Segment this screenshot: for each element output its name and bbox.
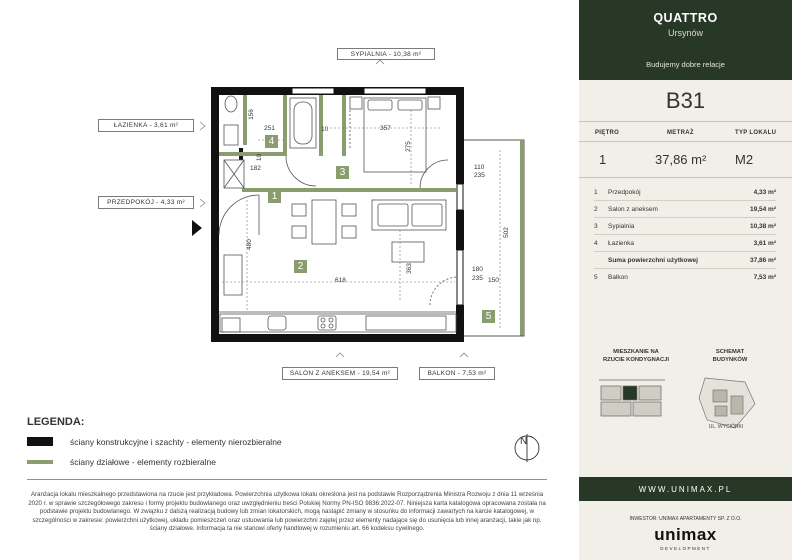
dim-10-b: 10 bbox=[256, 153, 264, 162]
dim-618: 618 bbox=[335, 277, 346, 284]
room-row-label: Przedpokój bbox=[608, 189, 641, 196]
callout-lazienka: ŁAZIENKA - 3,61 m² bbox=[98, 119, 194, 132]
panel-header bbox=[579, 0, 792, 80]
info-panel bbox=[579, 0, 792, 560]
entrance-arrow bbox=[192, 220, 202, 236]
dim-502: 502 bbox=[502, 227, 510, 238]
dim-275: 275 bbox=[404, 141, 412, 152]
room-number-1: 1 bbox=[268, 190, 281, 203]
balcony-rail bbox=[520, 140, 524, 336]
dim-357: 357 bbox=[380, 125, 391, 132]
investor-label: INWESTOR: UNIMAX APARTAMENTY SP. Z O.O. bbox=[629, 516, 742, 522]
value-type: M2 bbox=[735, 152, 754, 167]
room-row bbox=[594, 201, 776, 218]
brand-tagline: Budujemy dobre relacje bbox=[646, 60, 725, 69]
header-area: METRAŻ bbox=[667, 130, 694, 136]
unit-number: B31 bbox=[665, 88, 706, 113]
compass-label: N bbox=[520, 436, 528, 447]
room-number-3: 3 bbox=[336, 166, 349, 179]
legend-swatch-partition bbox=[27, 460, 53, 464]
room-row-label: Salon z aneksem bbox=[608, 206, 658, 213]
legend-label-structural: ściany konstrukcyjne i szachty - elementy nierozbieralne bbox=[70, 437, 282, 447]
legend-title: LEGENDA: bbox=[27, 416, 85, 428]
dim-235-a: 235 bbox=[474, 172, 485, 179]
room-row-value: 10,38 m² bbox=[749, 223, 776, 230]
dim-480: 480 bbox=[245, 239, 253, 250]
room-number-4: 4 bbox=[265, 135, 278, 148]
sum-label: Suma powierzchni użytkowej bbox=[608, 257, 698, 264]
street-label: UL. WYCIÓRKI bbox=[708, 424, 744, 430]
balcony-number: 5 bbox=[594, 274, 598, 281]
legend-swatch-structural bbox=[27, 437, 53, 446]
value-floor: 1 bbox=[599, 152, 607, 167]
dim-150: 150 bbox=[488, 277, 499, 284]
dim-156: 156 bbox=[247, 109, 255, 120]
dim-180: 180 bbox=[472, 266, 483, 273]
website-bar: WWW.UNIMAX.PL bbox=[579, 477, 792, 501]
unit-box bbox=[579, 80, 792, 122]
callout-przedpokoj: PRZEDPOKÓJ - 4,33 m² bbox=[98, 196, 194, 209]
room-row-value: 4,33 m² bbox=[753, 189, 776, 196]
room-row-value: 19,54 m² bbox=[749, 206, 776, 213]
unimax-logo-sub: DEVELOPMENT bbox=[660, 546, 711, 551]
value-area: 37,86 m² bbox=[655, 152, 707, 167]
dim-251: 251 bbox=[264, 125, 275, 132]
callout-balkon: BALKON - 7,53 m² bbox=[419, 367, 495, 380]
sum-value: 37,86 m² bbox=[749, 257, 776, 264]
header-floor: PIĘTRO bbox=[595, 130, 620, 136]
room-row bbox=[594, 184, 776, 201]
header-type: TYP LOKALU bbox=[735, 130, 777, 136]
room-number-5: 5 bbox=[482, 310, 495, 323]
brand-location: Ursynów bbox=[667, 28, 703, 38]
map-floor-title: MIESZKANIE NA RZUCIE KONDYGNACJI bbox=[602, 349, 670, 363]
room-row-label: Sypialnia bbox=[608, 223, 635, 230]
room-row bbox=[594, 218, 776, 235]
divider bbox=[27, 479, 547, 480]
unimax-logo: unimax bbox=[654, 525, 717, 544]
room-row-value: 3,61 m² bbox=[753, 240, 776, 247]
balcony-value: 7,53 m² bbox=[753, 274, 776, 281]
disclaimer: Aranżacja lokalu mieszkalnego przedstawiona na rzucie jest przykładowa. Powierzchnia użytkowa lokalu określona jest na podstawie Rozporządzenia Ministra Rozwoju z dnia 11 września 2020 r. w sprawie szczegółowego zakresu i formy projektu budowlanego oraz uwzględnieniu treści Polskiej Normy PN-ISO 9836:2022-07. Niniejsza karta katalogowa opracowana została na podstawie projektu budowlanego. W związku z dalszą realizacją budowy lub zmian lokatorskich, mogą nastąpić zmiany w stosunku do informacji zawartych na karcie katalogowej, w szczególności w zakresie: powierzchni użytkowej, układu pomieszczeń oraz ustuowania lub powierzchni zajętej przez elementy nadające się do usunięcia lub innej aranżacji, takie jak np. ściany działowe. Informacja ta nie stanowi oferty handlowej w rozumieniu art. 66 kodeksu cywilnego. bbox=[28, 491, 546, 533]
bedroom-furniture bbox=[350, 97, 448, 188]
map-buildings-title: SCHEMAT BUDYNKÓW bbox=[712, 349, 748, 363]
balcony-outline bbox=[462, 140, 524, 336]
room-row-label: Łazienka bbox=[608, 240, 635, 247]
brand-name: QUATTRO bbox=[653, 11, 718, 25]
callout-sypialnia: SYPIALNIA - 10,38 m² bbox=[337, 48, 435, 60]
balcony-row bbox=[594, 269, 776, 286]
dim-235-b: 235 bbox=[472, 275, 483, 282]
living-furniture bbox=[219, 200, 456, 332]
room-row-number: 3 bbox=[594, 223, 598, 230]
callout-salon: SALON Z ANEKSEM - 19,54 m² bbox=[282, 367, 398, 380]
room-row bbox=[594, 235, 776, 252]
room-row-number: 1 bbox=[594, 189, 598, 196]
room-row-number: 2 bbox=[594, 206, 598, 213]
dim-10-a: 10 bbox=[321, 126, 329, 133]
room-number-2: 2 bbox=[294, 260, 307, 273]
balcony-label: Balkon bbox=[608, 274, 628, 281]
legend-label-partition: ściany działowe - elementy rozbieralne bbox=[70, 457, 216, 467]
dim-110: 110 bbox=[474, 164, 485, 171]
dim-363: 363 bbox=[405, 263, 413, 274]
sum-row bbox=[594, 252, 776, 269]
room-row-number: 4 bbox=[594, 240, 598, 247]
dim-182: 182 bbox=[250, 165, 261, 172]
